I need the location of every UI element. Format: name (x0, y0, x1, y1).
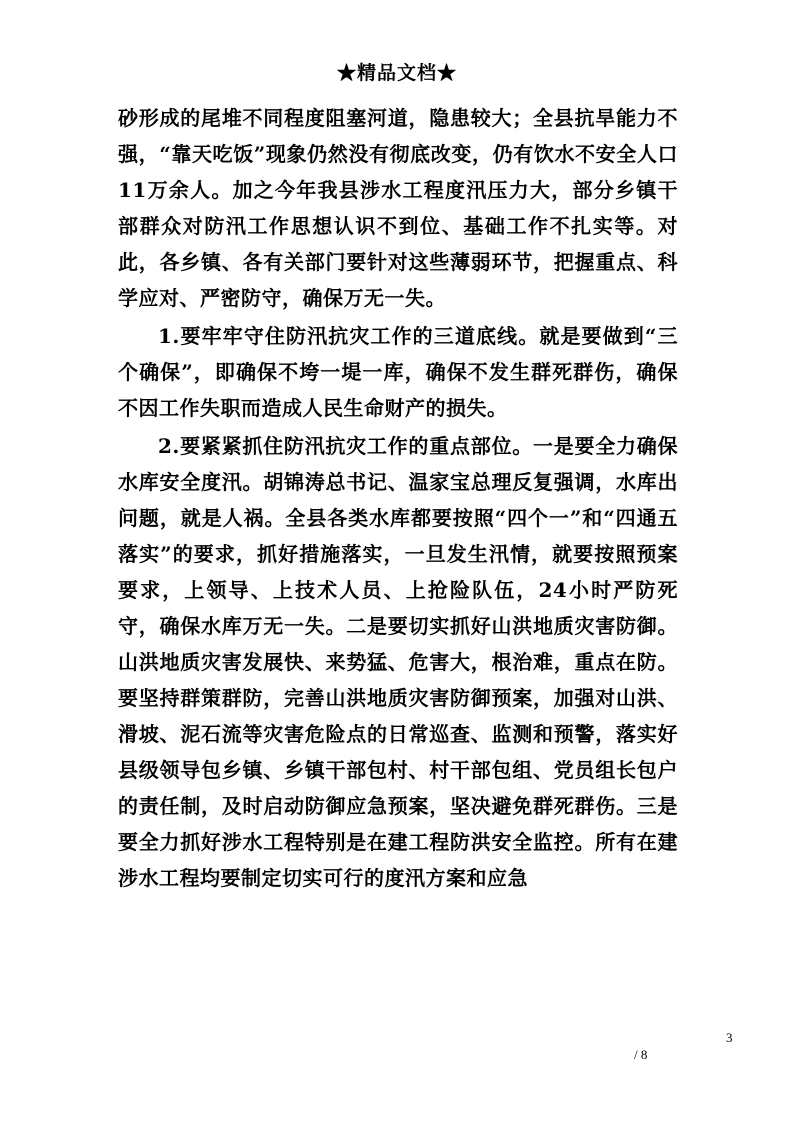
paragraph-1: 砂形成的尾堆不同程度阻塞河道，隐患较大；全县抗旱能力不强，“靠天吃饭”现象仍然没有彻底改变，仍有饮水不安全人口11万余人。加之今年我县涉水工程度汛压力大，部分乡镇干部群众对防汛工作思想认识不到位、基础工作不扎实等。对此，各乡镇、各有关部门要针对这些薄弱环节，把握重点、科学应对、严密防守，确保万无一失。 (118, 106, 678, 310)
page-number: 3 (726, 1030, 733, 1045)
paragraph-3: 2.要紧紧抓住防汛抗灾工作的重点部位。一是要全力确保水库安全度汛。胡锦涛总书记、温家宝总理反复强调，水库出问题，就是人祸。全县各类水库都要按照“四个一”和“四通五落实”的要求，抓好措施落实，一旦发生汛情，就要按照预案要求，上领导、上技术人员、上抢险队伍，24小时严防死守，确保水库万无一失。二是要切实抓好山洪地质灾害防御。山洪地质灾害发展快、来势猛、危害大，根治难，重点在防。要坚持群策群防，完善山洪地质灾害防御预案，加强对山洪、滑坡、泥石流等灾害危险点的日常巡查、监测和预警，落实好县级领导包乡镇、乡镇干部包村、村干部包组、党员组长包户的责任制，及时启动防御应急预案，坚决避免群死群伤。三是要全力抓好涉水工程特别是在建工程防洪安全监控。所有在建涉水工程均要制定切实可行的度汛方案和应急 (118, 434, 678, 890)
document-body (118, 100, 678, 896)
page-total: / 8 (634, 1047, 648, 1062)
paragraph-2: 1.要牢牢守住防汛抗灾工作的三道底线。就是要做到“三个确保”，即确保不垮一堤一库，确保不发生群死群伤，确保不因工作失职而造成人民生命财产的损失。 (118, 324, 678, 420)
document-header: ★精品文档★ (336, 62, 457, 84)
